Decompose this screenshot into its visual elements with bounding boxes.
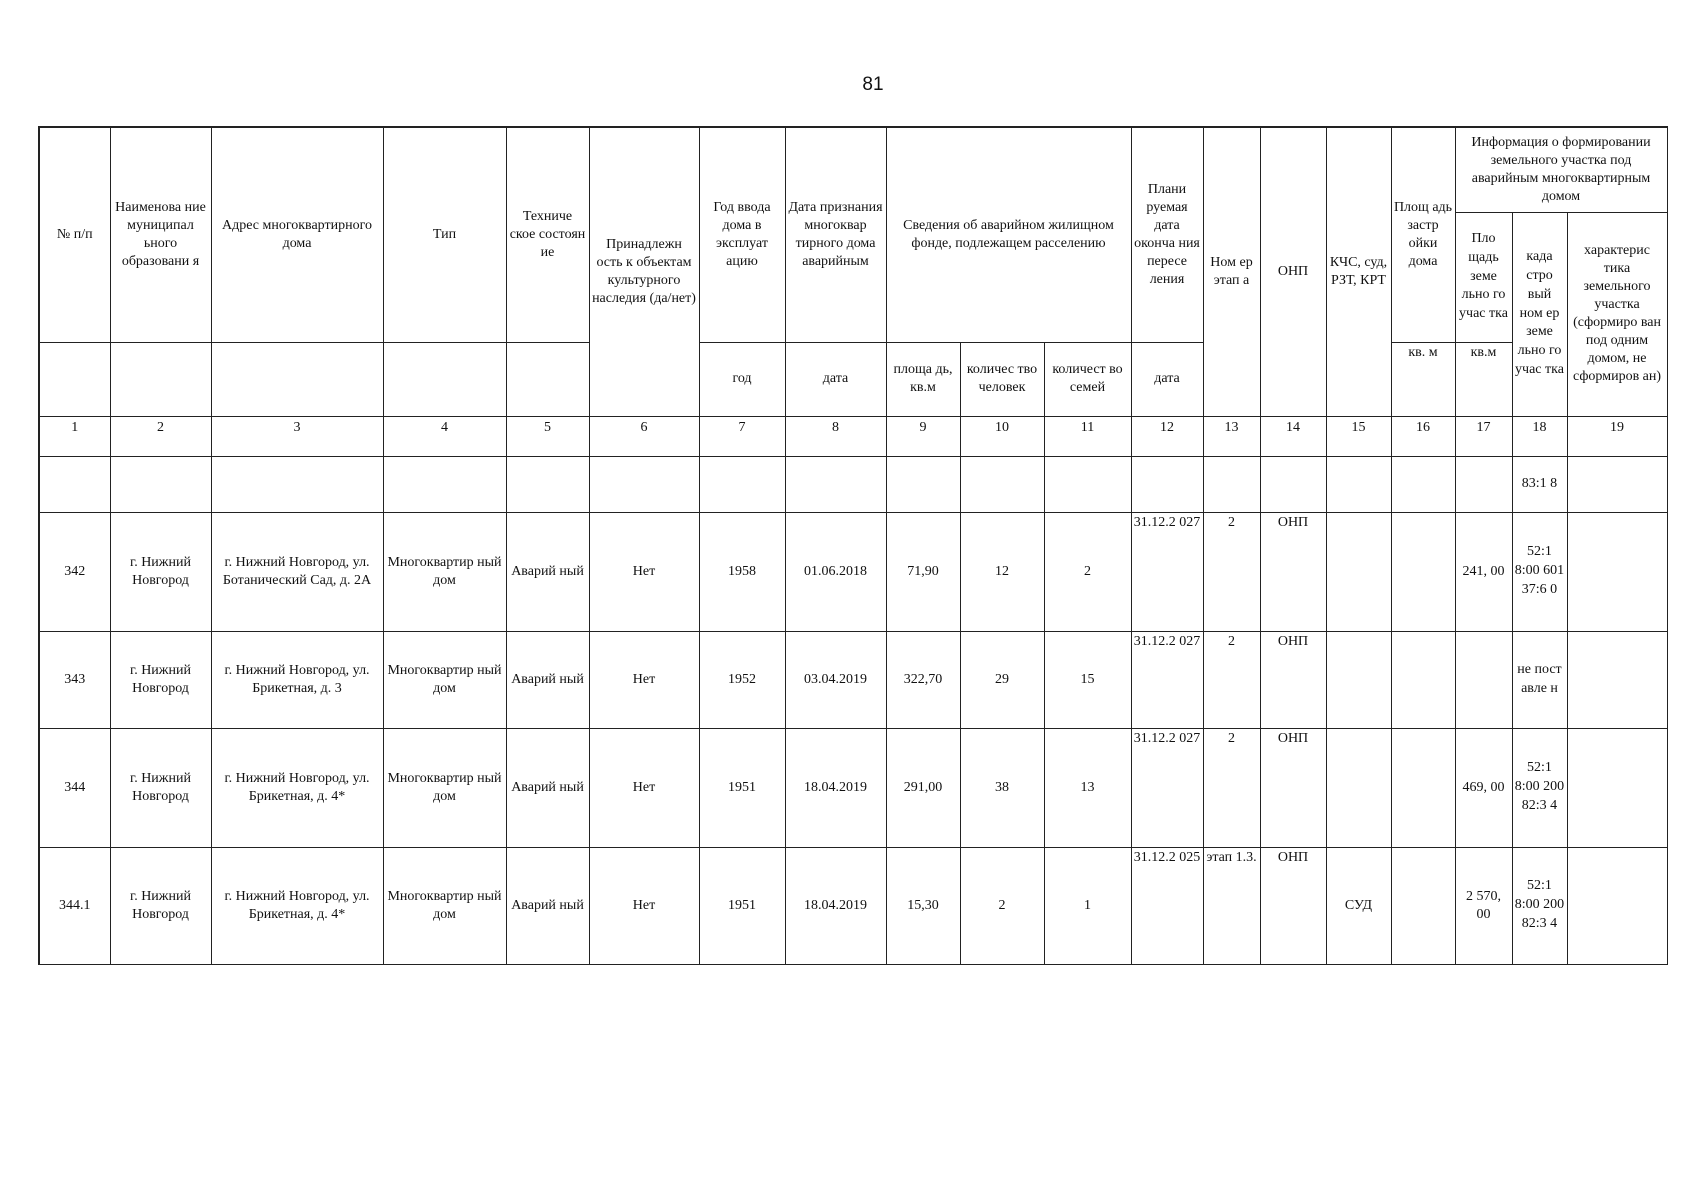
- heritage: Нет: [589, 631, 699, 728]
- header-planned-date: Плани руемая дата оконча ния пересе ления: [1131, 127, 1203, 342]
- header-land-plot-info: Информация о формировании земельного участка под аварийным многоквартирным домом: [1455, 127, 1667, 212]
- column-number: 19: [1567, 416, 1667, 456]
- area: 71,90: [886, 512, 960, 631]
- commission-year: 1951: [699, 847, 785, 964]
- families: 2: [1044, 512, 1131, 631]
- condition: Аварий ный: [506, 728, 589, 847]
- column-number: 7: [699, 416, 785, 456]
- emergency-date: 01.06.2018: [785, 512, 886, 631]
- header-address: Адрес многоквартирного дома: [211, 127, 383, 342]
- header-families: количест во семей: [1044, 342, 1131, 416]
- land-area: [1455, 631, 1512, 728]
- land-characteristic: [1567, 512, 1667, 631]
- column-number: 17: [1455, 416, 1512, 456]
- header-commission-year: Год ввода дома в эксплуат ацию: [699, 127, 785, 342]
- planned-date: 31.12.2 025: [1131, 847, 1203, 964]
- condition: Аварий ный: [506, 631, 589, 728]
- people: 12: [960, 512, 1044, 631]
- column-number: 10: [960, 416, 1044, 456]
- cadastral-number: не пост авле н: [1512, 631, 1567, 728]
- people: 29: [960, 631, 1044, 728]
- emergency-date: 03.04.2019: [785, 631, 886, 728]
- column-number: 12: [1131, 416, 1203, 456]
- header-municipality-blank: [110, 342, 211, 416]
- header-land-area: Пло щадь земе льно го учас тка: [1455, 212, 1512, 342]
- address: г. Нижний Новгород, ул. Ботанический Сад, д. 2А: [211, 512, 383, 631]
- house-type: Многоквартир ный дом: [383, 728, 506, 847]
- column-number: 6: [589, 416, 699, 456]
- municipality: г. Нижний Новгород: [110, 512, 211, 631]
- header-planned-date-sub: дата: [1131, 342, 1203, 416]
- header-onp: ОНП: [1260, 127, 1326, 416]
- header-type-blank: [383, 342, 506, 416]
- column-number: 16: [1391, 416, 1455, 456]
- header-type: Тип: [383, 127, 506, 342]
- condition: Аварий ный: [506, 847, 589, 964]
- column-number: 1: [39, 416, 110, 456]
- page-number: 81: [862, 74, 884, 95]
- column-number: 14: [1260, 416, 1326, 456]
- commission-year: 1958: [699, 512, 785, 631]
- header-date-sub: дата: [785, 342, 886, 416]
- address: г. Нижний Новгород, ул. Брикетная, д. 4*: [211, 847, 383, 964]
- land-area: 241, 00: [1455, 512, 1512, 631]
- heritage: Нет: [589, 728, 699, 847]
- header-land-characteristic: характерис тика земельного участка (сформиро ван под одним домом, не сформиров ан): [1567, 212, 1667, 416]
- header-stage-number: Ном ер этап а: [1203, 127, 1260, 416]
- planned-date: 31.12.2 027: [1131, 512, 1203, 631]
- house-type: Многоквартир ный дом: [383, 847, 506, 964]
- header-row-number: № п/п: [39, 127, 110, 342]
- column-number: 18: [1512, 416, 1567, 456]
- header-address-blank: [211, 342, 383, 416]
- header-land-area-unit: кв.м: [1455, 342, 1512, 416]
- kchs: [1326, 728, 1391, 847]
- emergency-date: 18.04.2019: [785, 728, 886, 847]
- people: 2: [960, 847, 1044, 964]
- emergency-date: 18.04.2019: [785, 847, 886, 964]
- header-heritage: Принадлежн ость к объектам культурного наследия (да/нет): [589, 127, 699, 416]
- building-area: [1391, 847, 1455, 964]
- column-number: 2: [110, 416, 211, 456]
- header-building-area-unit: кв. м: [1391, 342, 1455, 416]
- condition: Аварий ный: [506, 512, 589, 631]
- column-number: 3: [211, 416, 383, 456]
- header-year-sub: год: [699, 342, 785, 416]
- building-area: [1391, 631, 1455, 728]
- land-characteristic: [1567, 631, 1667, 728]
- header-cadastral-number: када стро вый ном ер земе льно го учас тка: [1512, 212, 1567, 416]
- stage-number: 2: [1203, 631, 1260, 728]
- column-number: 4: [383, 416, 506, 456]
- house-type: Многоквартир ный дом: [383, 631, 506, 728]
- building-area: [1391, 512, 1455, 631]
- kchs: [1326, 512, 1391, 631]
- municipality: г. Нижний Новгород: [110, 631, 211, 728]
- header-row-number-blank: [39, 342, 110, 416]
- area: 15,30: [886, 847, 960, 964]
- emergency-housing-table: [38, 126, 1668, 965]
- land-area: 469, 00: [1455, 728, 1512, 847]
- families: 13: [1044, 728, 1131, 847]
- municipality: г. Нижний Новгород: [110, 728, 211, 847]
- land-characteristic: [1567, 728, 1667, 847]
- families: 1: [1044, 847, 1131, 964]
- kchs: [1326, 631, 1391, 728]
- header-people: количес тво человек: [960, 342, 1044, 416]
- cadastral-number: 52:1 8:00 200 82:3 4: [1512, 847, 1567, 964]
- area: 291,00: [886, 728, 960, 847]
- kchs: СУД: [1326, 847, 1391, 964]
- land-area: 2 570, 00: [1455, 847, 1512, 964]
- header-emergency-date: Дата признания многоквар тирного дома аварийным: [785, 127, 886, 342]
- table-row: [39, 847, 1667, 964]
- header-condition-blank: [506, 342, 589, 416]
- column-number: 9: [886, 416, 960, 456]
- column-number: 5: [506, 416, 589, 456]
- table-row: [39, 512, 1667, 631]
- header-condition: Техниче ское состоян ие: [506, 127, 589, 342]
- cadastral-number: 52:1 8:00 601 37:6 0: [1512, 512, 1567, 631]
- cadastral-number: 83:1 8: [1512, 456, 1567, 512]
- address: г. Нижний Новгород, ул. Брикетная, д. 4*: [211, 728, 383, 847]
- onp: ОНП: [1260, 728, 1326, 847]
- onp: ОНП: [1260, 631, 1326, 728]
- column-number: 8: [785, 416, 886, 456]
- table-row: [39, 728, 1667, 847]
- heritage: Нет: [589, 512, 699, 631]
- families: 15: [1044, 631, 1131, 728]
- column-number: 15: [1326, 416, 1391, 456]
- row-number: 342: [39, 512, 110, 631]
- continuation-row: [39, 456, 1667, 512]
- address: г. Нижний Новгород, ул. Брикетная, д. 3: [211, 631, 383, 728]
- cadastral-number: 52:1 8:00 200 82:3 4: [1512, 728, 1567, 847]
- column-number: 13: [1203, 416, 1260, 456]
- header-building-area: Площ адь застр ойки дома: [1391, 127, 1455, 342]
- row-number: 344: [39, 728, 110, 847]
- planned-date: 31.12.2 027: [1131, 631, 1203, 728]
- row-number: 344.1: [39, 847, 110, 964]
- stage-number: этап 1.3.: [1203, 847, 1260, 964]
- header-kchs: КЧС, суд, РЗТ, КРТ: [1326, 127, 1391, 416]
- stage-number: 2: [1203, 512, 1260, 631]
- column-number: 11: [1044, 416, 1131, 456]
- heritage: Нет: [589, 847, 699, 964]
- planned-date: 31.12.2 027: [1131, 728, 1203, 847]
- onp: ОНП: [1260, 512, 1326, 631]
- land-characteristic: [1567, 847, 1667, 964]
- header-area: площа дь, кв.м: [886, 342, 960, 416]
- people: 38: [960, 728, 1044, 847]
- header-municipality: Наименова ние муниципал ьного образовани я: [110, 127, 211, 342]
- onp: ОНП: [1260, 847, 1326, 964]
- row-number: 343: [39, 631, 110, 728]
- municipality: г. Нижний Новгород: [110, 847, 211, 964]
- header-resettlement-info: Сведения об аварийном жилищном фонде, подлежащем расселению: [886, 127, 1131, 342]
- commission-year: 1952: [699, 631, 785, 728]
- table-row: [39, 631, 1667, 728]
- commission-year: 1951: [699, 728, 785, 847]
- area: 322,70: [886, 631, 960, 728]
- column-numbers-row: [39, 416, 1667, 456]
- stage-number: 2: [1203, 728, 1260, 847]
- building-area: [1391, 728, 1455, 847]
- house-type: Многоквартир ный дом: [383, 512, 506, 631]
